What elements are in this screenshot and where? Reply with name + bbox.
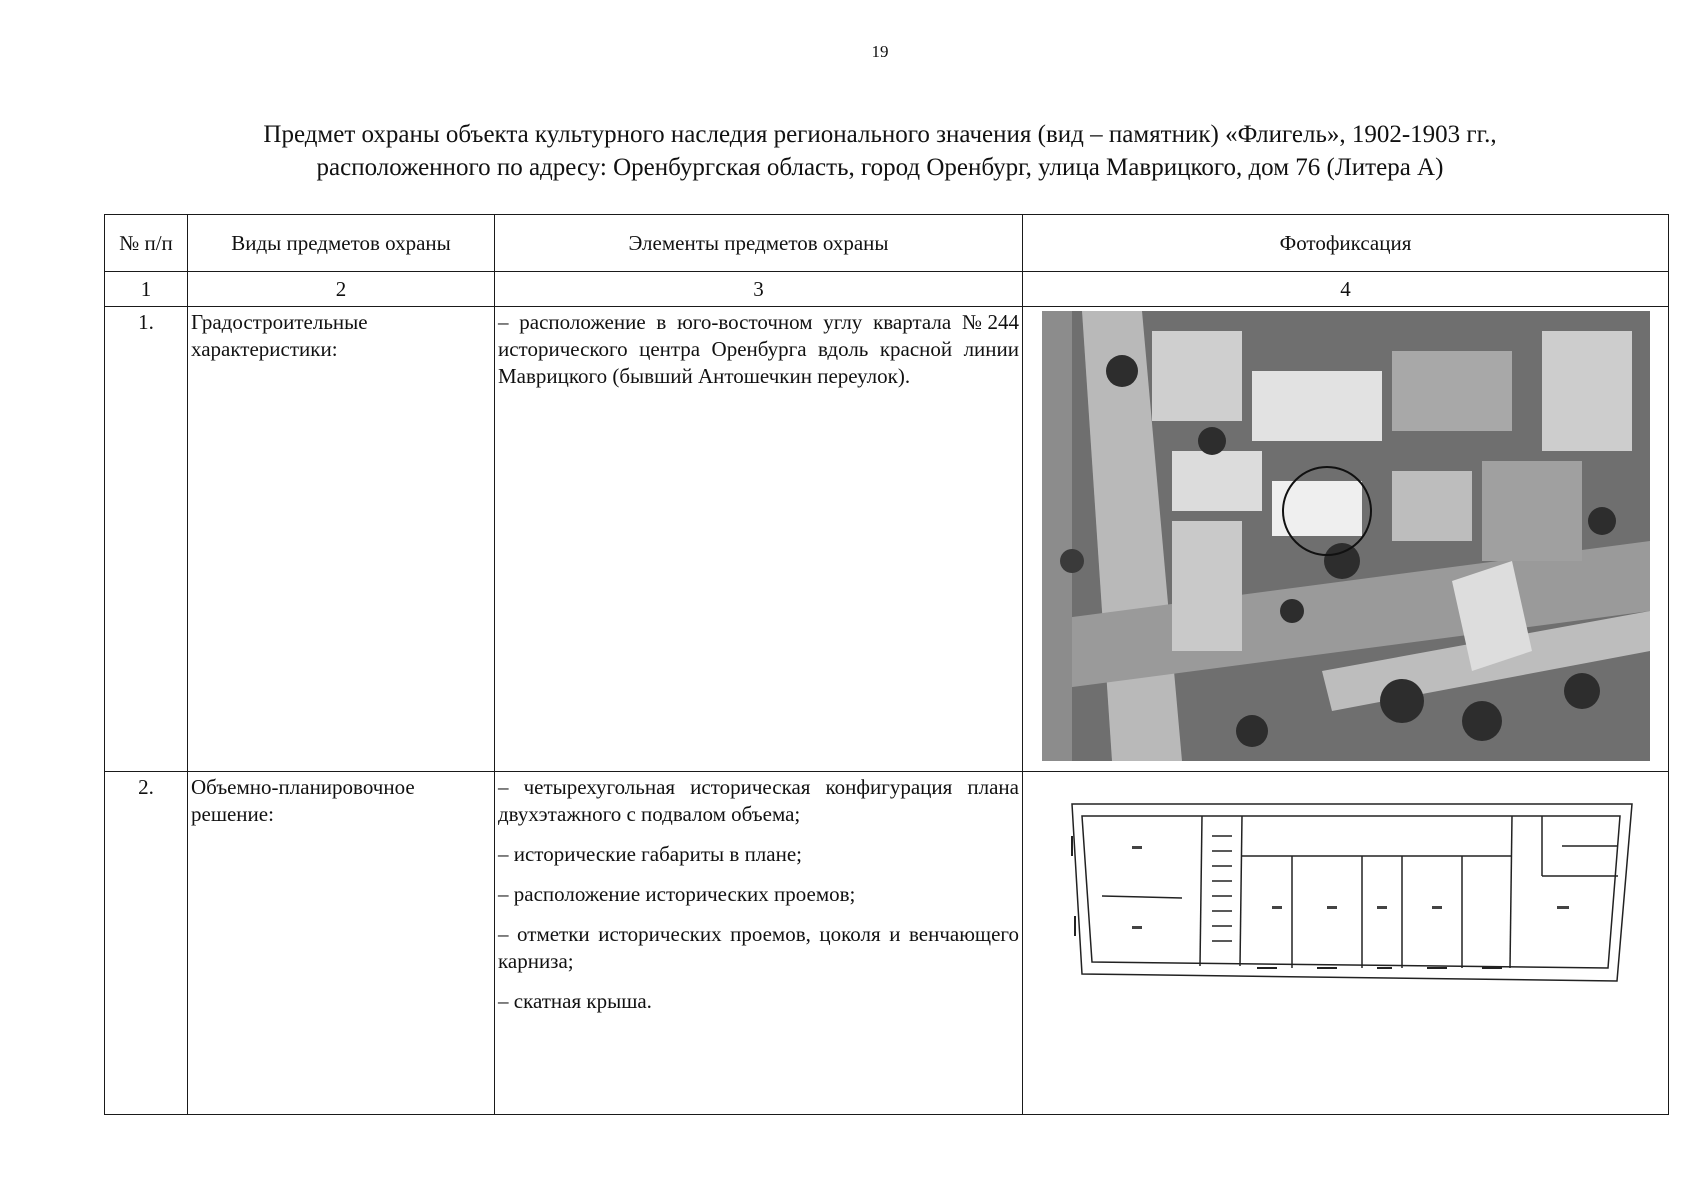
- page-number: 19: [871, 42, 889, 61]
- table-header-row: [105, 215, 1669, 272]
- header-kinds: Виды предметов охраны: [188, 215, 495, 272]
- floor-plan-drawing: [1042, 776, 1650, 996]
- row-number: 2.: [105, 772, 188, 1115]
- column-number: 4: [1023, 272, 1669, 307]
- element-item: – скатная крыша.: [498, 989, 652, 1013]
- row-elements: [495, 772, 1023, 1115]
- column-number: 2: [188, 272, 495, 307]
- header-elements: Элементы предметов охраны: [495, 215, 1023, 272]
- aerial-photo: [1042, 311, 1650, 761]
- table-row: [105, 307, 1669, 772]
- element-item: – отметки исторических проемов, цоколя и венчающего карниза;: [498, 922, 1019, 973]
- column-number-row: [105, 272, 1669, 307]
- photo-cell: [1023, 772, 1669, 1115]
- document-title: [150, 118, 1610, 184]
- column-number: 1: [105, 272, 188, 307]
- title-line-1: Предмет охраны объекта культурного наследия регионального значения (вид – памятник) «Флигель», 1902-1903 гг.,: [263, 121, 1497, 148]
- row-kind: Объемно-планировочное решение:: [188, 772, 495, 1115]
- photo-cell: [1023, 307, 1669, 772]
- element-item: – исторические габариты в плане;: [498, 842, 802, 866]
- table-row: [105, 772, 1669, 1115]
- header-photo: Фотофиксация: [1023, 215, 1669, 272]
- row-number: 1.: [105, 307, 188, 772]
- element-item: – четырехугольная историческая конфигурация плана двухэтажного с подвалом объема;: [498, 775, 1019, 826]
- element-item: – расположение в юго-восточном углу квартала №244 исторического центра Оренбурга вдоль красной линии Маврицкого (бывший Антошечкин переулок).: [498, 310, 1019, 388]
- row-kind: Градостроительные характеристики:: [188, 307, 495, 772]
- header-num: № п/п: [105, 215, 188, 272]
- title-line-2: расположенного по адресу: Оренбургская область, город Оренбург, улица Маврицкого, дом 76 (Литера А): [316, 154, 1444, 181]
- row-elements: [495, 307, 1023, 772]
- element-item: – расположение исторических проемов;: [498, 882, 856, 906]
- protection-table: [104, 214, 1669, 1115]
- column-number: 3: [495, 272, 1023, 307]
